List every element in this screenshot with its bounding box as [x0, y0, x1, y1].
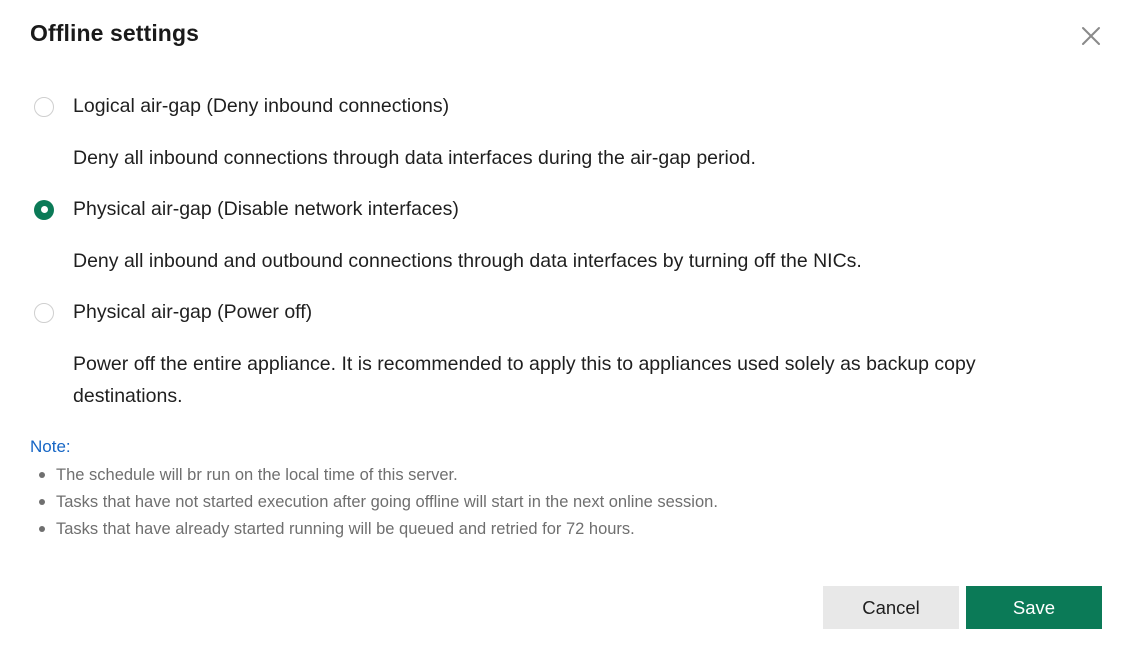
option-label: Physical air-gap (Power off) [73, 301, 313, 323]
option-physical-power-off[interactable] [34, 301, 312, 324]
option-description: Power off the entire appliance. It is recommended to apply this to appliances used solely as backup copy destinations. [73, 353, 976, 407]
option-description: Deny all inbound connections through data interfaces during the air-gap period. [73, 147, 756, 169]
bullet-icon [39, 526, 45, 532]
radio-physical-power-off[interactable] [34, 303, 54, 323]
option-label: Physical air-gap (Disable network interfaces) [73, 198, 459, 220]
radio-physical-disable-nics[interactable] [34, 200, 54, 220]
option-description: Deny all inbound and outbound connections through data interfaces by turning off the NICs. [73, 250, 862, 272]
bullet-icon [39, 472, 45, 478]
close-icon [1078, 23, 1104, 49]
option-physical-disable-nics[interactable] [34, 198, 459, 221]
note-list [38, 463, 718, 544]
radio-logical-air-gap[interactable] [34, 97, 54, 117]
option-label: Logical air-gap (Deny inbound connections) [73, 95, 450, 117]
option-logical-air-gap[interactable] [34, 95, 449, 118]
note-item-text: Tasks that have already started running will be queued and retried for 72 hours. [56, 520, 635, 538]
note-item [38, 490, 718, 517]
note-item [38, 463, 718, 490]
cancel-button[interactable]: Cancel [823, 586, 959, 629]
note-item-text: The schedule will br run on the local time of this server. [56, 466, 458, 484]
dialog-title: Offline settings [30, 20, 200, 46]
close-button[interactable] [1078, 23, 1104, 49]
save-button[interactable]: Save [966, 586, 1102, 629]
bullet-icon [39, 499, 45, 505]
note-item [38, 517, 718, 544]
note-title: Note: [30, 437, 71, 456]
note-item-text: Tasks that have not started execution after going offline will start in the next online session. [56, 493, 718, 511]
